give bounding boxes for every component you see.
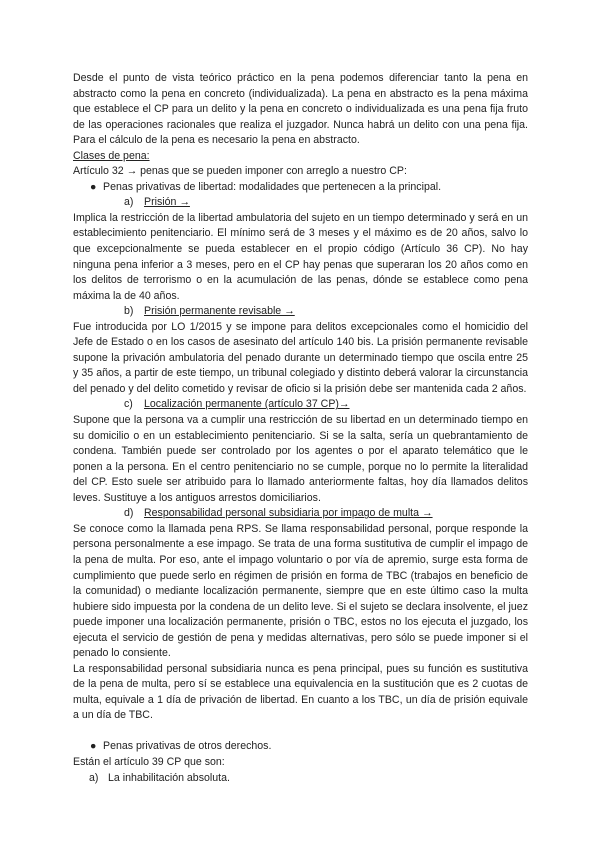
- section-title: Prisión permanente revisable →: [144, 305, 295, 318]
- intro-paragraph: Desde el punto de vista teórico práctico en la pena podemos diferenciar tanto la pena en abstracto como la pena en concreto (individualizada). La pena en abstracto es la pena máxima que establece el CP para un delito y la pena en concreto o individualizada es una pena fija fruto de las operaciones racionales que realiza el juzgador. Nunca habrá un delito con una pena fija. Para el cálculo de la pena es necesario la pena en abstracto.: [73, 72, 528, 147]
- section-b-body: Fue introducida por LO 1/2015 y se impone para delitos excepcionales como el homicidio del Jefe de Estado o en los casos de asesinato del artículo 140 bis. La prisión permanente revisable supone la privación ambulatoria del penado durante un determinado tiempo que oscila entre 25 y 35 años, a partir de este tiempo, un tribunal colegiado y distinto deberá valorar la circunstancia del penado y del delito cometido y revisar de oficio si la prisión debe ser mantenida cada 2 años.: [73, 320, 528, 395]
- section-c-heading: [73, 397, 528, 413]
- document-page: [73, 71, 528, 786]
- bullet-text: Penas privativas de otros derechos.: [103, 740, 272, 753]
- section-title: Responsabilidad personal subsidiaria por impago de multa →: [144, 507, 433, 520]
- section-a-heading: [73, 195, 528, 211]
- article-39-line: Están el artículo 39 CP que son:: [73, 756, 225, 769]
- article-32-line: Artículo 32 → penas que se pueden imponer con arreglo a nuestro CP:: [73, 165, 407, 178]
- section-label: d): [124, 507, 134, 520]
- section-d-body: Se conoce como la llamada pena RPS. Se llama responsabilidad personal, porque responde la persona personalmente a ese impago. Se trata de una forma sustitutiva de cumplir el impago de la pena de multa. Por eso, ante el impago voluntario o por vía de apremio, surge esta forma de cumplimiento que puede serlo en régimen de prisión en forma de TBC (trabajos en beneficio de la comunidad) o mediante localización permanente, siempre que en este último caso la multa hubiere sido impuesta por la condena de un delito leve. Si el sujeto se declara insolvente, el juez puede imponer una localización permanente, prisión o TBC, estos no los ejecuta el juzgado, los ejecuta el servicio de gestión de pena y medidas alternativas, pero sólo se puede imponer si el penado lo consiente.: [73, 522, 528, 660]
- bullet-text: Penas privativas de libertad: modalidades que pertenecen a la principal.: [103, 180, 442, 193]
- rps-note-paragraph: La responsabilidad personal subsidiaria nunca es pena principal, pues su función es sustitutiva de la pena de multa, pero sí se establece una equivalencia en la sustitución que es 2 cuotas de multa, equivale a 1 día de privación de libertad. En cuanto a los TBC, un día de prisión equivale a un día de TBC.: [73, 662, 528, 722]
- item-label: a): [89, 771, 99, 784]
- item-text: La inhabilitación absoluta.: [108, 771, 230, 784]
- bullet-otros-derechos: [73, 739, 528, 755]
- clases-heading: Clases de pena:: [73, 149, 150, 162]
- bullet-dot: ●: [90, 740, 97, 753]
- section-label: a): [124, 196, 134, 209]
- spacer: [73, 724, 528, 740]
- section-label: b): [124, 305, 134, 318]
- section-c-body: Supone que la persona va a cumplir una restricción de su libertad en un determinado tiempo en su domicilio o en un establecimiento penitenciario. Si se la salta, sería un quebrantamiento de condena. También puede ser controlado por los agentes o por el aparato telemático que le ponen a la persona. En el centro penitenciario no se cumple, porque no lo permite la literalidad del CP. Esto suele ser atribuido para lo llamado anteriormente faltas, hoy día llamados delitos leves. Sustituye a los antiguos arrestos domiciliarios.: [73, 414, 528, 504]
- section-a-body: Implica la restricción de la libertad ambulatoria del sujeto en un tiempo determinado y será en un establecimiento penitenciario. El mínimo será de 3 meses y el máximo es de 20 años, salvo lo que excepcionalmente se pueda establecer en el propio código (Artículo 36 CP). No hay ninguna pena inferior a 3 meses, pero en el CP hay penas que superaran los 20 años como en los delitos de terrorismo o en la acumulación de las penas, dónde se establece como pena máxima la de 40 años.: [73, 211, 528, 302]
- section-title: Localización permanente (artículo 37 CP)→: [144, 398, 350, 411]
- section-b-heading: [73, 304, 528, 320]
- final-list-item: [73, 771, 528, 787]
- section-title: Prisión →: [144, 196, 190, 209]
- section-label: c): [124, 398, 133, 411]
- bullet-dot: ●: [90, 180, 97, 193]
- bullet-privativas-libertad: [73, 180, 528, 196]
- section-d-heading: [73, 506, 528, 522]
